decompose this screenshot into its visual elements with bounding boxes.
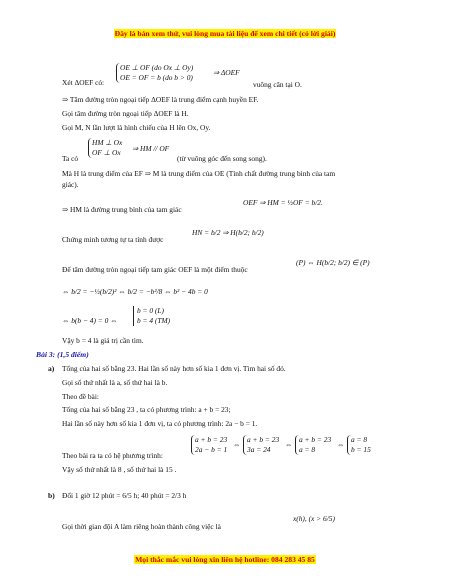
line-a7: Vậy số thứ nhất là 8 , số thứ hai là 15 .: [62, 465, 177, 474]
system-row: OE ⊥ OF (do Ox ⊥ Oy): [120, 63, 194, 72]
system-row: a + b = 23: [247, 435, 280, 444]
line-a6: Theo bài ra ta có hệ phương trình:: [62, 451, 163, 460]
hotline-banner: Mọi thắc mắc vui lòng xin liên hệ hotline: 084 283 45 85: [135, 555, 315, 564]
line-a1: Tổng của hai số bằng 23. Hai lần số này hơn số kia 1 đơn vị. Tìm hai số đó.: [62, 364, 286, 373]
system-result: ⇒ ΔOEF: [213, 68, 240, 77]
system-step-1: [191, 435, 227, 455]
system-row: HM ⊥ Ox: [92, 138, 123, 147]
math-factor: ⇔ b(b − 4) = 0 ⇔: [62, 316, 118, 325]
math-x-condition: x(h), (x > 6/5): [293, 514, 335, 523]
math-hm: OEF ⇒ HM = ½OF = b/2.: [243, 198, 323, 207]
line-chung-minh: Chứng minh tương tự ta tính được: [62, 235, 164, 244]
line-b2: Gọi thời gian đội A làm riêng hoàn thành công việc là: [62, 522, 221, 531]
system-row: OE = OF = b (do b > 0): [120, 73, 193, 82]
system-solutions: [133, 306, 170, 326]
system-row: b = 4 (TM): [137, 316, 171, 325]
section-heading-bai-3: Bài 3: (1,5 điểm): [36, 350, 89, 359]
system-step-2: [243, 435, 279, 455]
math-hn: HN = b/2 ⇒ H(b/2; b/2): [192, 228, 264, 237]
line-trung-diem: Mà H là trung điểm của EF ⇒ M là trung điểm của OE (Tính chất đường trung bình của tam: [62, 169, 336, 178]
line-goi-tam: Gọi tâm đường tròn ngoại tiếp ΔOEF là H.: [62, 109, 189, 118]
line-a4: Tổng của hai số bằng 23 , ta có phương trình: a + b = 23;: [62, 405, 231, 414]
line-tam-duong-tron: ⇒ Tâm đường tròn ngoại tiếp ΔOEF là trung điểm cạnh huyền EF.: [62, 95, 259, 104]
line-b1: Đổi 1 giờ 12 phút = 6/5 h; 40 phút = 2/3 h: [62, 491, 187, 500]
system-oef: [116, 63, 193, 83]
system-row: a = 8: [299, 445, 316, 454]
part-label-b: b): [48, 491, 55, 500]
line-a5: Hai lần số này hơn số kia 1 đơn vị, ta có phương trình: 2a − b = 1.: [62, 419, 258, 428]
system-row: 2a − b = 1: [195, 445, 228, 454]
equivalence-sign: ⇔: [233, 440, 241, 449]
system-row: b = 0 (L): [137, 306, 164, 315]
equivalence-sign: ⇔: [337, 440, 345, 449]
system-row: a + b = 23: [299, 435, 332, 444]
line-a2: Gọi số thứ nhất là a, số thứ hai là b.: [62, 378, 168, 387]
system-row: b = 15: [351, 445, 371, 454]
system-row: a = 8: [351, 435, 368, 444]
math-equation: ⇔ b/2 = −½(b/2)² ⇔ b/2 = −b²/8 ⇔ b² − 4b = 0: [62, 287, 208, 296]
part-label-a: a): [48, 364, 55, 373]
line-ta-co: Ta có: [62, 154, 79, 163]
line-duong-trung-binh: ⇒ HM là đường trung bình của tam giác: [62, 205, 182, 214]
line-song-song: (từ vuông góc đến song song).: [177, 154, 267, 163]
system-hm: [88, 138, 122, 158]
preview-notice-banner: Đây là bản xem thử, vui lòng mua tài liệu để xem chi tiết (có lời giải): [114, 29, 336, 38]
system-step-3: [295, 435, 331, 455]
line-a3: Theo đề bài:: [62, 392, 99, 401]
system-step-4: [347, 435, 371, 455]
line-vay: Vậy b = 4 là giá trị cần tìm.: [62, 336, 144, 345]
equivalence-sign: ⇔: [285, 440, 293, 449]
line-vuong-can: vuông cân tại O.: [253, 80, 302, 89]
system-row: a + b = 23: [195, 435, 228, 444]
system-row: OF ⊥ Ox: [92, 148, 121, 157]
line-de-tam: Để tâm đường tròn ngoại tiếp tam giác OEF là một điểm thuộc: [62, 265, 248, 274]
line-xet-oef: Xét ΔOEF có:: [62, 78, 105, 87]
system-row: 3a = 24: [247, 445, 271, 454]
system-result: ⇒ HM // OF: [132, 144, 170, 153]
line-giac: giác).: [62, 180, 79, 189]
math-p: (P) ⇔ H(b/2; b/2) ∈ (P): [296, 258, 370, 267]
line-hinh-chieu: Gọi M, N lần lượt là hình chiếu của H lên Ox, Oy.: [62, 123, 211, 132]
